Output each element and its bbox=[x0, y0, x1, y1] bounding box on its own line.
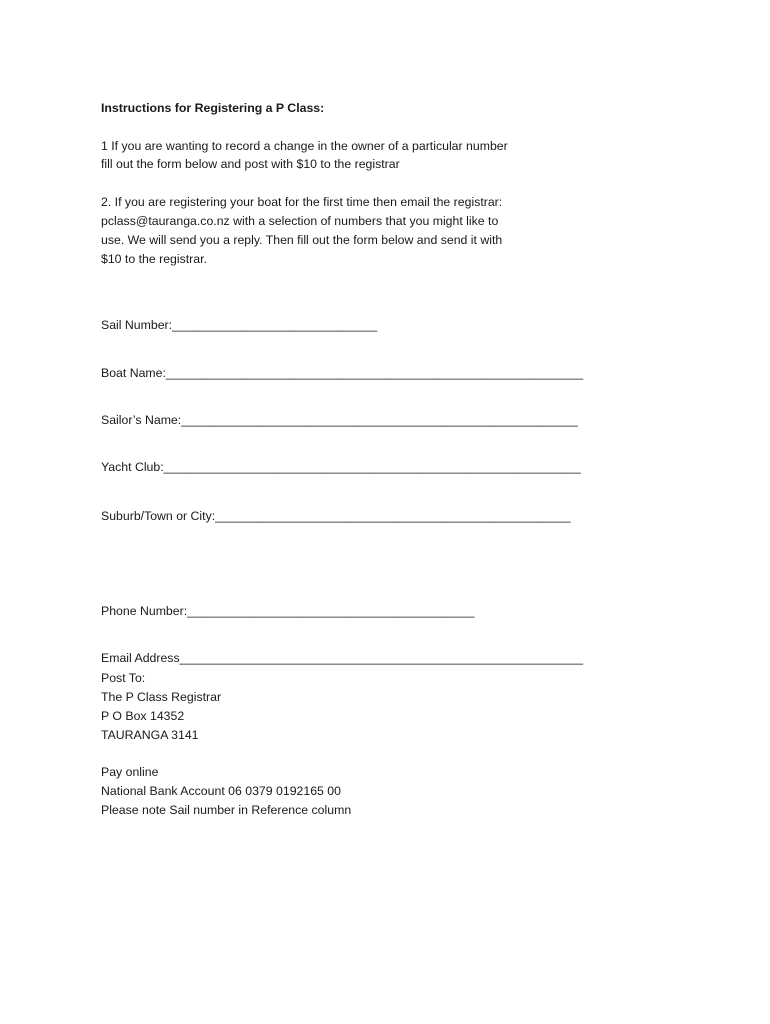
post-to-heading: Post To: bbox=[101, 671, 146, 685]
instruction-2-line-4: $10 to the registrar. bbox=[101, 252, 207, 266]
instruction-2-line-1: 2. If you are registering your boat for the first time then email the registrar: bbox=[101, 195, 503, 209]
email-address-field: Email Address___________________________________________________________ bbox=[101, 651, 584, 665]
instruction-1-line-1: 1 If you are wanting to record a change in the owner of a particular number bbox=[101, 139, 508, 153]
instruction-2-line-3: use. We will send you a reply. Then fill out the form below and send it with bbox=[101, 233, 503, 247]
yacht-club-field: Yacht Club:_____________________________________________________________ bbox=[101, 460, 581, 474]
pay-online-heading: Pay online bbox=[101, 765, 159, 779]
page-title: Instructions for Registering a P Class: bbox=[101, 101, 325, 115]
instruction-1-line-2: fill out the form below and post with $10 to the registrar bbox=[101, 157, 400, 171]
post-to-po-box: P O Box 14352 bbox=[101, 709, 185, 723]
phone-number-field: Phone Number:__________________________________________ bbox=[101, 604, 475, 618]
post-to-city: TAURANGA 3141 bbox=[101, 728, 199, 742]
bank-account: National Bank Account 06 0379 0192165 00 bbox=[101, 784, 341, 798]
boat-name-field: Boat Name:_____________________________________________________________ bbox=[101, 366, 584, 380]
post-to-recipient: The P Class Registrar bbox=[101, 690, 222, 704]
sailors-name-field: Sailor’s Name:__________________________________________________________ bbox=[101, 413, 578, 427]
sail-number-field: Sail Number:______________________________ bbox=[101, 318, 378, 332]
instruction-2-line-2: pclass@tauranga.co.nz with a selection of numbers that you might like to bbox=[101, 214, 499, 228]
suburb-field: Suburb/Town or City:____________________________________________________ bbox=[101, 509, 571, 523]
reference-note: Please note Sail number in Reference column bbox=[101, 803, 352, 817]
